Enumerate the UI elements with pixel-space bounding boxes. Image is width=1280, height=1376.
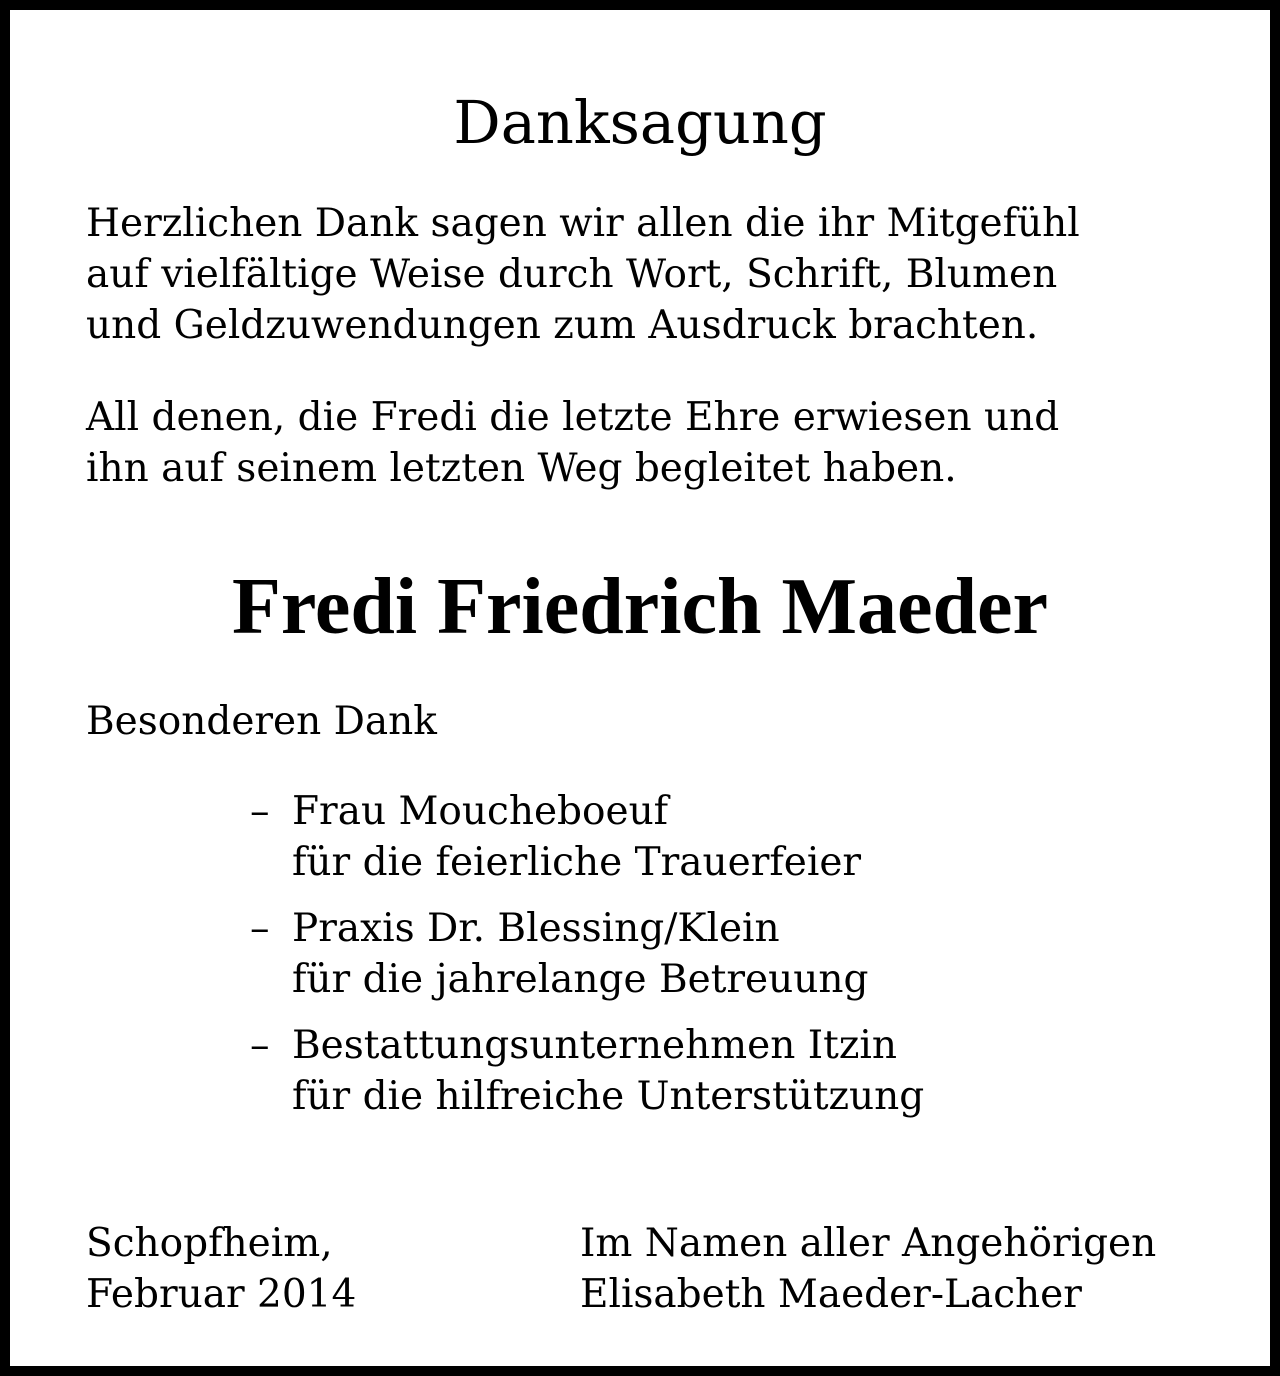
intro-line: und Geldzuwendungen zum Ausdruck brachten. <box>86 303 1039 348</box>
intro-line: auf vielfältige Weise durch Wort, Schrift, Blumen <box>86 252 1058 297</box>
date: Februar 2014 <box>86 1272 357 1317</box>
thanks-item-reason: für die jahrelange Betreuung <box>292 957 869 1002</box>
place-date <box>86 1218 356 1320</box>
place: Schopfheim, <box>86 1221 333 1266</box>
thanks-item-name: Frau Moucheboeuf <box>292 789 669 834</box>
second-paragraph <box>86 392 1236 494</box>
thanks-item <box>250 786 1230 888</box>
special-thanks-heading: Besonderen Dank <box>86 699 437 744</box>
thanks-item-reason: für die hilfreiche Unterstützung <box>292 1074 925 1119</box>
signature-block <box>580 1218 1156 1320</box>
signatory-name: Elisabeth Maeder-Lacher <box>580 1272 1082 1317</box>
deceased-name: Fredi Friedrich Maeder <box>231 563 1048 651</box>
thanks-item-reason: für die feierliche Trauerfeier <box>292 840 862 885</box>
dash-marker: – <box>250 789 270 834</box>
thanks-item <box>250 1020 1230 1122</box>
second-line: All denen, die Fredi die letzte Ehre erwiesen und <box>86 395 1060 440</box>
thanks-item <box>250 903 1230 1005</box>
thanks-item-name: Bestattungsunternehmen Itzin <box>292 1023 897 1068</box>
second-line: ihn auf seinem letzten Weg begleitet haben. <box>86 446 957 491</box>
intro-line: Herzlichen Dank sagen wir allen die ihr Mitgefühl <box>86 201 1080 246</box>
thanks-list <box>250 786 1230 1137</box>
on-behalf-text: Im Namen aller Angehörigen <box>580 1221 1157 1266</box>
thanks-item-name: Praxis Dr. Blessing/Klein <box>292 906 780 951</box>
intro-paragraph <box>86 198 1236 351</box>
dash-marker: – <box>250 1023 270 1068</box>
dash-marker: – <box>250 906 270 951</box>
page-title: Danksagung <box>453 88 827 157</box>
